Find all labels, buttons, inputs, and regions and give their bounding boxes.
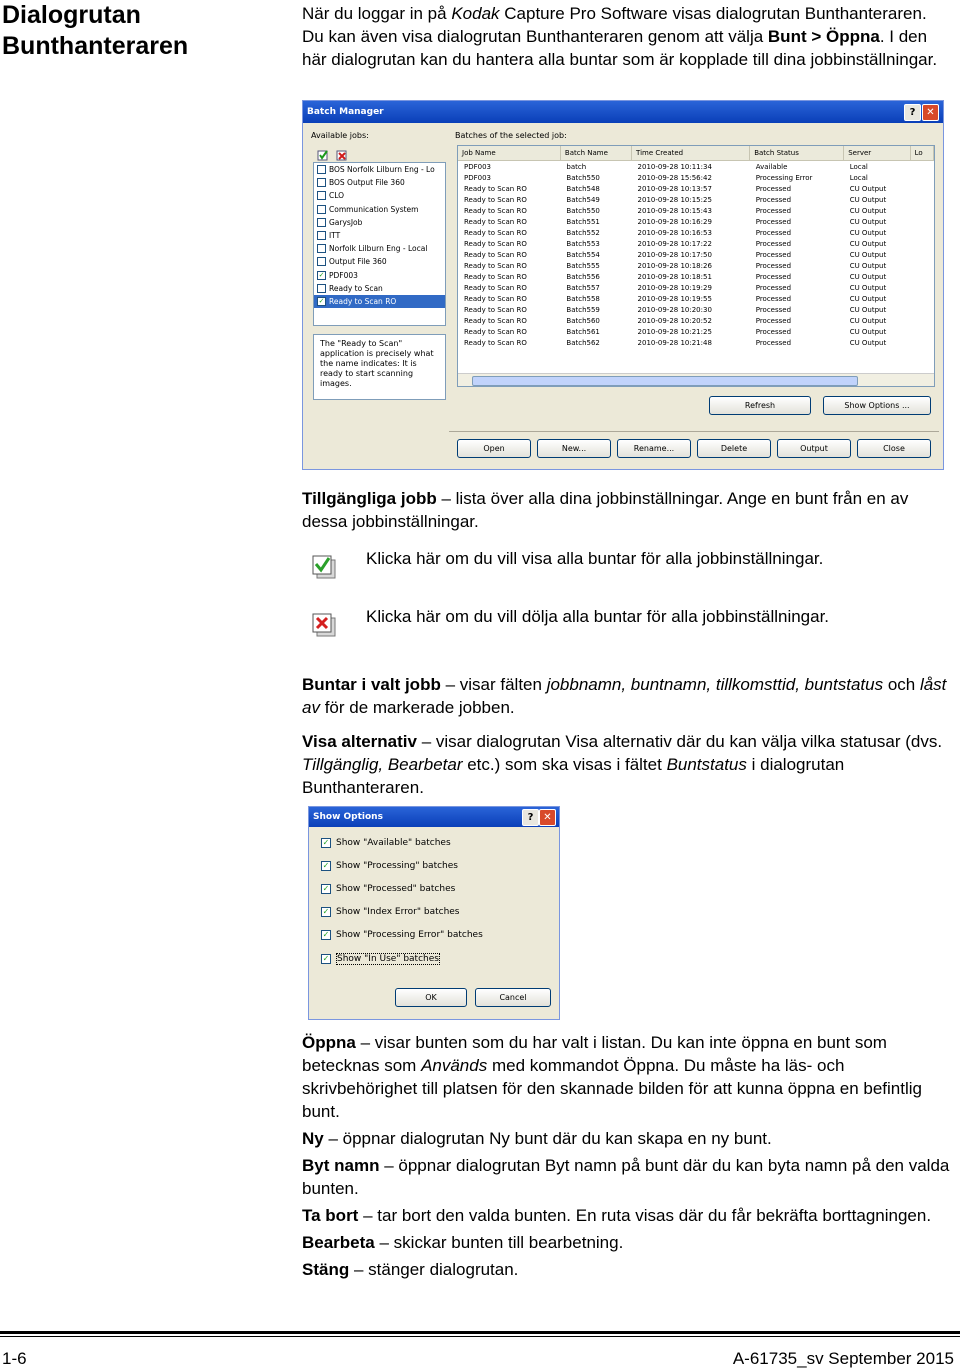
batches-table[interactable] [457, 145, 935, 387]
column-header[interactable]: Job Name [458, 146, 560, 161]
batches-description: Buntar i valt jobb – visar fälten jobbnamn, buntnamn, tillkomsttid, buntstatus och låst av för de markerade jobben. [302, 675, 947, 717]
table-cell: Processed [755, 228, 792, 237]
job-label: BOS Norfolk Lilburn Eng - Lo [329, 165, 435, 174]
column-header[interactable]: Batch Name [560, 146, 631, 161]
table-cell: Ready to Scan RO [464, 206, 527, 215]
table-cell: Ready to Scan RO [464, 228, 527, 237]
definition-item: Ny – öppnar dialogrutan Ny bunt där du kan skapa en ny bunt. [302, 1129, 772, 1148]
table-row[interactable] [458, 326, 934, 337]
table-row[interactable] [458, 172, 934, 183]
option-checkbox[interactable]: ✓ [322, 930, 330, 939]
table-cell: Batch550 [566, 173, 600, 182]
table-cell: 2010-09-28 10:21:25 [637, 327, 712, 336]
table-cell: Ready to Scan RO [464, 217, 527, 226]
table-cell: 2010-09-28 10:19:55 [637, 294, 712, 303]
table-cell: Processed [755, 195, 792, 204]
table-cell: Processed [755, 250, 792, 259]
table-cell: Processing Error [755, 173, 813, 182]
job-description: The "Ready to Scan" application is precisely what the name indicates: It is ready to start scanning images. [313, 334, 446, 400]
table-cell: Processed [755, 294, 792, 303]
table-cell: CU Output [849, 305, 887, 314]
table-cell: 2010-09-28 10:20:30 [637, 305, 712, 314]
job-checkbox[interactable] [317, 231, 326, 240]
output-button[interactable]: Output [777, 439, 851, 458]
table-cell: 2010-09-28 10:19:29 [637, 283, 712, 292]
table-cell [910, 337, 933, 348]
job-list-item[interactable] [314, 176, 445, 189]
option-checkbox[interactable]: ✓ [322, 907, 330, 916]
table-cell [910, 260, 933, 271]
definition-term: Ny [302, 1129, 324, 1148]
column-header[interactable]: Time Created [632, 146, 750, 161]
table-cell: Processed [755, 272, 792, 281]
definition-item: Bearbeta – skickar bunten till bearbetning. [302, 1233, 624, 1252]
definition-item: Byt namn – öppnar dialogrutan Byt namn på bunt där du kan byta namn på den valda bunten. [302, 1156, 950, 1198]
definition-item: Stäng – stänger dialogrutan. [302, 1260, 519, 1279]
table-cell: 2010-09-28 10:16:29 [637, 217, 712, 226]
close-icon[interactable]: ✕ [922, 104, 939, 121]
table-cell: 2010-09-28 10:18:26 [637, 261, 712, 270]
table-cell [910, 216, 933, 227]
job-label: Norfolk Lilburn Eng - Local [329, 244, 428, 254]
job-checkbox[interactable] [317, 218, 326, 227]
column-header[interactable]: Lo [910, 146, 933, 161]
job-checkbox[interactable] [317, 191, 326, 200]
table-row[interactable] [458, 227, 934, 238]
section-title: Dialogrutan Bunthanteraren [2, 1, 189, 60]
job-checkbox[interactable]: ✓ [318, 270, 325, 279]
table-row[interactable] [458, 216, 934, 227]
table-cell: Processed [755, 305, 792, 314]
table-cell: 2010-09-28 10:16:53 [637, 228, 712, 237]
table-cell: Batch557 [566, 283, 600, 292]
show-options-description: Visa alternativ – visar dialogrutan Visa alternativ där du kan välja vilka statusar (dvs. Tillgänglig, Bearbetar etc.) som ska visas i fältet Buntstatus i dialogrutan Bunthanteraren. [302, 732, 943, 797]
open-button[interactable]: Open [457, 439, 531, 458]
table-cell [910, 194, 933, 205]
option-label: Show "In Use" batches [337, 954, 439, 964]
table-cell [910, 172, 933, 183]
close-icon[interactable]: ✕ [539, 809, 556, 826]
table-cell: Ready to Scan RO [464, 316, 527, 325]
job-checkbox[interactable] [317, 284, 326, 293]
job-checkbox[interactable] [317, 205, 326, 214]
job-checkbox[interactable] [317, 244, 326, 253]
table-cell: Local [849, 173, 868, 182]
table-cell [910, 271, 933, 282]
available-jobs-description: Tillgängliga jobb – lista över alla dina jobbinställningar. Ange en bunt från en av dessa jobbinställningar. [302, 489, 909, 531]
table-cell: Processed [755, 217, 792, 226]
option-checkbox[interactable]: ✓ [322, 838, 330, 847]
table-row[interactable] [458, 183, 934, 194]
table-cell [910, 282, 933, 293]
table-row[interactable] [458, 238, 934, 249]
definition-item: Ta bort – tar bort den valda bunten. En ruta visas där du får bekräfta borttagningen. [302, 1206, 932, 1225]
batches-label: Batches of the selected job: [455, 131, 567, 140]
option-checkbox-row[interactable] [321, 861, 458, 871]
table-cell: Batch561 [566, 327, 600, 336]
available-jobs-list[interactable] [313, 162, 446, 326]
table-cell: 2010-09-28 10:21:48 [637, 338, 712, 347]
table-row[interactable] [458, 260, 934, 271]
table-cell: 2010-09-28 10:13:57 [637, 184, 712, 193]
batch-manager-titlebar: Batch Manager ? ✕ [303, 101, 943, 123]
column-header[interactable]: Batch Status [750, 146, 844, 161]
table-cell: PDF003 [464, 173, 491, 182]
table-cell: Batch549 [566, 195, 600, 204]
table-cell: Ready to Scan RO [464, 250, 527, 259]
table-row[interactable] [458, 271, 934, 282]
table-cell: CU Output [849, 250, 887, 259]
horizontal-scrollbar[interactable] [458, 373, 934, 386]
table-cell: CU Output [849, 327, 887, 336]
table-cell: Ready to Scan RO [464, 327, 527, 336]
cancel-button[interactable]: Cancel [475, 988, 551, 1007]
footer-rule [0, 1331, 960, 1334]
definition-term: Öppna [302, 1033, 356, 1052]
table-cell: CU Output [849, 261, 887, 270]
table-row[interactable] [458, 304, 934, 315]
option-label: Show "Processing" batches [336, 861, 458, 871]
job-list-item[interactable] [314, 163, 445, 176]
job-checkbox[interactable] [317, 257, 326, 266]
document-id: A-61735_sv September 2015 [732, 1349, 954, 1368]
show-options-button[interactable]: Show Options ... [823, 396, 931, 415]
option-checkbox[interactable]: ✓ [322, 884, 330, 893]
table-row[interactable] [458, 161, 934, 173]
table-cell: CU Output [849, 338, 887, 347]
table-cell: CU Output [849, 283, 887, 292]
show-all-description: Klicka här om du vill visa alla buntar för alla jobbinställningar. [366, 549, 824, 568]
table-cell: CU Output [849, 272, 887, 281]
table-cell: Batch552 [566, 228, 600, 237]
table-row[interactable] [458, 194, 934, 205]
table-cell: 2010-09-28 10:11:34 [637, 162, 712, 171]
footer-rule-thin [0, 1336, 960, 1337]
table-cell: Ready to Scan RO [464, 239, 527, 248]
column-header[interactable]: Server [844, 146, 910, 161]
job-label: CLO [329, 191, 345, 201]
table-cell: Batch562 [566, 338, 600, 347]
table-cell: Processed [755, 316, 792, 325]
help-icon[interactable]: ? [904, 104, 921, 121]
table-cell [910, 293, 933, 304]
table-cell: PDF003 [464, 162, 491, 171]
table-cell: Ready to Scan RO [464, 184, 527, 193]
table-cell: Processed [755, 283, 792, 292]
job-list-item[interactable] [314, 255, 445, 268]
job-label: GarysJob [329, 217, 363, 227]
table-row[interactable] [458, 249, 934, 260]
table-cell [910, 183, 933, 194]
definition-term: Byt namn [302, 1156, 380, 1175]
table-row[interactable] [458, 282, 934, 293]
page-number: 1-6 [2, 1349, 27, 1368]
job-list-item[interactable] [314, 229, 445, 242]
show-options-dialog [308, 806, 560, 1020]
option-label: Show "Processing Error" batches [336, 930, 483, 940]
table-cell: Processed [755, 239, 792, 248]
job-checkbox[interactable] [317, 178, 326, 187]
definition-term: Bearbeta [302, 1233, 375, 1252]
job-list-item[interactable] [314, 203, 445, 216]
table-cell [910, 249, 933, 260]
table-cell: Batch556 [566, 272, 600, 281]
rename-button[interactable]: Rename... [617, 439, 691, 458]
table-cell: Batch559 [566, 305, 600, 314]
table-row[interactable] [458, 205, 934, 216]
table-cell: Ready to Scan RO [464, 272, 527, 281]
table-row[interactable] [458, 315, 934, 326]
table-cell: Batch551 [566, 217, 600, 226]
option-checkbox-row[interactable] [321, 930, 483, 940]
job-list-item[interactable] [314, 295, 445, 308]
table-cell: CU Output [849, 316, 887, 325]
option-checkbox[interactable]: ✓ [322, 954, 330, 963]
job-label: Output File 360 [329, 257, 387, 267]
table-cell: CU Output [849, 184, 887, 193]
new-button[interactable]: New... [537, 439, 611, 458]
table-cell: Ready to Scan RO [464, 294, 527, 303]
job-checkbox[interactable]: ✓ [318, 296, 325, 305]
table-cell: CU Output [849, 195, 887, 204]
table-cell: Ready to Scan RO [464, 305, 527, 314]
table-cell: Processed [755, 261, 792, 270]
job-label: ITT [329, 230, 341, 240]
table-cell [910, 205, 933, 216]
option-label: Show "Processed" batches [336, 884, 456, 894]
table-cell [910, 315, 933, 326]
table-cell [910, 227, 933, 238]
table-cell: CU Output [849, 206, 887, 215]
table-cell: Batch553 [566, 239, 600, 248]
table-cell: Available [755, 162, 788, 171]
definition-item: Öppna – visar bunten som du har valt i listan. Du kan inte öppna en bunt som betecknas som Används med kommandot Öppna. Du måste ha läs- och skrivbehörighet till platsen för den skannade bilden för att kunna öppna en befintlig bunt. [302, 1033, 922, 1121]
option-label: Show "Index Error" batches [336, 907, 460, 917]
job-label: PDF003 [329, 270, 358, 280]
job-label: Ready to Scan RO [329, 296, 397, 306]
table-cell: CU Output [849, 294, 887, 303]
hide-all-description: Klicka här om du vill dölja alla buntar för alla jobbinställningar. [366, 607, 830, 626]
close-button[interactable]: Close [857, 439, 931, 458]
table-cell: batch [566, 162, 587, 171]
table-cell: Batch558 [566, 294, 600, 303]
table-cell: 2010-09-28 10:17:22 [637, 239, 712, 248]
table-cell: 2010-09-28 10:15:43 [637, 206, 712, 215]
job-list-item[interactable] [314, 189, 445, 202]
table-cell: Batch555 [566, 261, 600, 270]
table-cell: Local [849, 162, 868, 171]
intro-paragraph: När du loggar in på Kodak Capture Pro Software visas dialogrutan Bunthanteraren. Du kan även visa dialogrutan Bunthanteraren genom att välja Bunt > Öppna. I den här dialogrutan kan du hantera alla buntar som är kopplade till dina jobbinställningar. [302, 4, 938, 69]
show-options-titlebar: Show Options ? ✕ [309, 807, 559, 827]
option-checkbox-row[interactable] [321, 884, 455, 894]
option-checkbox-row[interactable] [321, 953, 440, 965]
table-row[interactable] [458, 293, 934, 304]
job-label: Communication System [329, 204, 419, 214]
table-cell [910, 304, 933, 315]
table-cell: Ready to Scan RO [464, 195, 527, 204]
job-label: Ready to Scan [329, 283, 383, 293]
table-cell: 2010-09-28 15:56:42 [637, 173, 712, 182]
option-label: Show "Available" batches [336, 838, 451, 848]
table-cell: CU Output [849, 217, 887, 226]
table-cell: Processed [755, 206, 792, 215]
definition-term: Stäng [302, 1260, 350, 1279]
table-cell: Processed [755, 184, 792, 193]
table-cell: Processed [755, 327, 792, 336]
definition-term: Ta bort [302, 1206, 359, 1225]
table-cell: Batch554 [566, 250, 600, 259]
ok-button[interactable]: OK [395, 988, 467, 1007]
hide-all-batches-icon [310, 611, 340, 637]
job-list-item[interactable] [314, 269, 445, 282]
table-cell: CU Output [849, 239, 887, 248]
table-cell [910, 238, 933, 249]
refresh-button[interactable]: Refresh [709, 396, 811, 415]
option-checkbox[interactable]: ✓ [322, 861, 330, 870]
table-cell: Batch560 [566, 316, 600, 325]
table-cell: CU Output [849, 228, 887, 237]
job-list-item[interactable] [314, 282, 445, 295]
show-all-batches-icon [310, 553, 340, 579]
table-cell [910, 326, 933, 337]
table-cell: Ready to Scan RO [464, 338, 527, 347]
table-cell: 2010-09-28 10:18:51 [637, 272, 712, 281]
option-checkbox-row[interactable] [321, 907, 460, 917]
table-cell: Batch550 [566, 206, 600, 215]
table-cell: 2010-09-28 10:15:25 [637, 195, 712, 204]
table-cell: Ready to Scan RO [464, 283, 527, 292]
job-label: BOS Output File 360 [329, 178, 405, 188]
delete-button[interactable]: Delete [697, 439, 771, 458]
job-list-item[interactable] [314, 216, 445, 229]
table-cell: 2010-09-28 10:20:52 [637, 316, 712, 325]
table-cell [910, 161, 933, 173]
table-cell: Ready to Scan RO [464, 261, 527, 270]
job-checkbox[interactable] [317, 165, 326, 174]
table-cell: Batch548 [566, 184, 600, 193]
option-checkbox-row[interactable] [321, 838, 451, 848]
job-list-item[interactable] [314, 242, 445, 255]
table-cell: Processed [755, 338, 792, 347]
help-icon[interactable]: ? [522, 809, 539, 826]
definitions-list [302, 1031, 957, 1285]
batch-manager-dialog [302, 100, 944, 470]
available-jobs-label: Available jobs: [311, 131, 369, 140]
table-cell: 2010-09-28 10:17:50 [637, 250, 712, 259]
table-row[interactable] [458, 337, 934, 348]
